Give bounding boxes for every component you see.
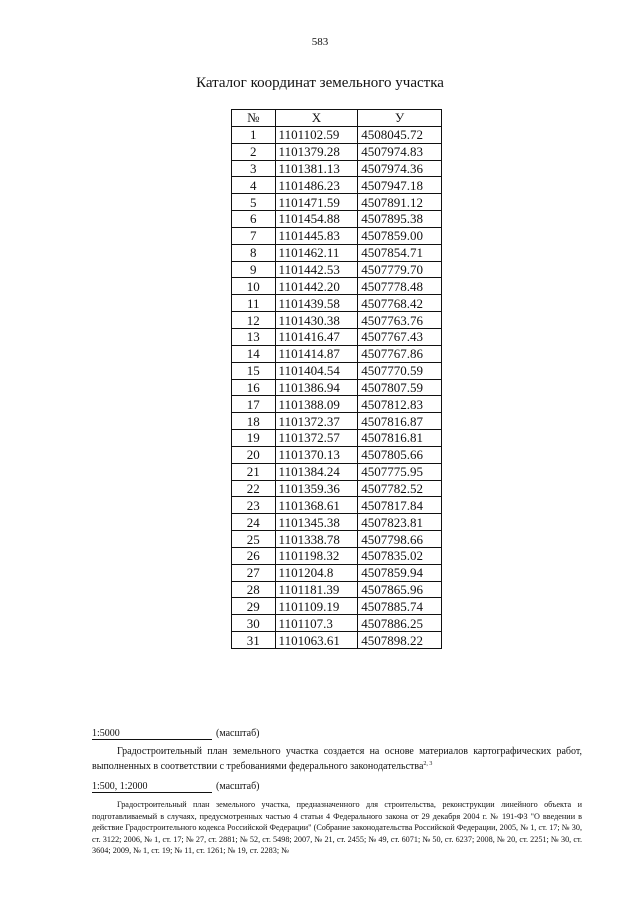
coord-y: 4507817.84 bbox=[358, 497, 442, 514]
coord-y: 4507886.25 bbox=[358, 615, 442, 632]
coord-x: 1101471.59 bbox=[275, 194, 358, 211]
coord-y: 4507767.86 bbox=[358, 345, 442, 362]
footnote-scale-500-2000 bbox=[92, 781, 582, 857]
coord-y: 4507778.48 bbox=[358, 278, 442, 295]
table-row bbox=[232, 497, 442, 514]
footnote-ref: 2, 3 bbox=[423, 761, 433, 767]
coord-x: 1101204.8 bbox=[275, 564, 358, 581]
footnote-body: Градостроительный план земельного участка создается на основе материалов картографических работ, выполненных в соответствии с требованиями федерального законодательства bbox=[92, 746, 582, 772]
table-row bbox=[232, 598, 442, 615]
coord-x: 1101454.88 bbox=[275, 211, 358, 228]
table-row bbox=[232, 194, 442, 211]
point-number: 9 bbox=[232, 261, 276, 278]
point-number: 22 bbox=[232, 480, 276, 497]
header-number: № bbox=[232, 110, 276, 127]
coord-x: 1101338.78 bbox=[275, 531, 358, 548]
coord-y: 4507859.94 bbox=[358, 564, 442, 581]
coord-x: 1101345.38 bbox=[275, 514, 358, 531]
coord-y: 4507816.87 bbox=[358, 413, 442, 430]
point-number: 14 bbox=[232, 345, 276, 362]
coord-y: 4507823.81 bbox=[358, 514, 442, 531]
table-row bbox=[232, 143, 442, 160]
table-row bbox=[232, 547, 442, 564]
coord-x: 1101439.58 bbox=[275, 295, 358, 312]
scale-label: (масштаб) bbox=[216, 781, 260, 792]
page-title: Каталог координат земельного участка bbox=[196, 75, 444, 91]
coord-x: 1101384.24 bbox=[275, 463, 358, 480]
scale-value: 1:500, 1:2000 bbox=[92, 781, 212, 793]
coordinates-table bbox=[231, 109, 442, 649]
coord-y: 4507805.66 bbox=[358, 446, 442, 463]
point-number: 28 bbox=[232, 581, 276, 598]
table-row bbox=[232, 312, 442, 329]
table-header-row bbox=[232, 110, 442, 127]
table-row bbox=[232, 531, 442, 548]
table-row bbox=[232, 126, 442, 143]
coord-x: 1101381.13 bbox=[275, 160, 358, 177]
point-number: 16 bbox=[232, 379, 276, 396]
coord-y: 4507885.74 bbox=[358, 598, 442, 615]
table-row bbox=[232, 211, 442, 228]
point-number: 30 bbox=[232, 615, 276, 632]
table-row bbox=[232, 244, 442, 261]
coord-y: 4507891.12 bbox=[358, 194, 442, 211]
table-row bbox=[232, 177, 442, 194]
coord-x: 1101198.32 bbox=[275, 547, 358, 564]
table-row bbox=[232, 278, 442, 295]
point-number: 4 bbox=[232, 177, 276, 194]
coord-y: 4507782.52 bbox=[358, 480, 442, 497]
footnote-text: Градостроительный план земельного участка, предназначенного для строительства, реконструкции линейного объекта и подготавливаемый в случаях, предусмотренных частью 4 статьи 4 Федерального закона от 29 декабря 2004 г. № 191-ФЗ "О введении в действие Градостроительного кодекса Российской Федерации" (Собрание законодательства Российской Федерации, 2005, № 1, ст. 17; № 30, ст. 3122; 2006, № 1, ст. 17; № 27, ст. 2881; № 52, ст. 5498; 2007, № 21, ст. 2455; № 49, ст. 6071; № 50, ст. 6237; 2008, № 20, ст. 2251; № 30, ст. 3604; 2009, № 1, ст. 19; № 11, ст. 1261; № 19, ст. 2283; № bbox=[92, 800, 582, 856]
point-number: 26 bbox=[232, 547, 276, 564]
coord-x: 1101486.23 bbox=[275, 177, 358, 194]
coord-x: 1101368.61 bbox=[275, 497, 358, 514]
table-row bbox=[232, 480, 442, 497]
coord-x: 1101445.83 bbox=[275, 227, 358, 244]
coord-x: 1101386.94 bbox=[275, 379, 358, 396]
coord-y: 4507763.76 bbox=[358, 312, 442, 329]
coord-y: 4507859.00 bbox=[358, 227, 442, 244]
coord-y: 4507807.59 bbox=[358, 379, 442, 396]
point-number: 24 bbox=[232, 514, 276, 531]
coord-y: 4507865.96 bbox=[358, 581, 442, 598]
page-number: 583 bbox=[311, 36, 329, 48]
coord-y: 4507947.18 bbox=[358, 177, 442, 194]
table-row bbox=[232, 430, 442, 447]
coord-x: 1101404.54 bbox=[275, 362, 358, 379]
coord-x: 1101063.61 bbox=[275, 632, 358, 649]
coord-x: 1101370.13 bbox=[275, 446, 358, 463]
table-row bbox=[232, 345, 442, 362]
point-number: 25 bbox=[232, 531, 276, 548]
coord-x: 1101372.57 bbox=[275, 430, 358, 447]
point-number: 23 bbox=[232, 497, 276, 514]
point-number: 2 bbox=[232, 143, 276, 160]
scale-label: (масштаб) bbox=[216, 728, 260, 739]
coord-y: 4507816.81 bbox=[358, 430, 442, 447]
header-y: У bbox=[358, 110, 442, 127]
coord-y: 4508045.72 bbox=[358, 126, 442, 143]
point-number: 10 bbox=[232, 278, 276, 295]
coord-y: 4507974.83 bbox=[358, 143, 442, 160]
point-number: 27 bbox=[232, 564, 276, 581]
coord-x: 1101414.87 bbox=[275, 345, 358, 362]
table-row bbox=[232, 581, 442, 598]
point-number: 8 bbox=[232, 244, 276, 261]
point-number: 31 bbox=[232, 632, 276, 649]
coord-x: 1101107.3 bbox=[275, 615, 358, 632]
header-x: X bbox=[275, 110, 358, 127]
coord-x: 1101372.37 bbox=[275, 413, 358, 430]
point-number: 6 bbox=[232, 211, 276, 228]
coord-y: 4507895.38 bbox=[358, 211, 442, 228]
point-number: 7 bbox=[232, 227, 276, 244]
table-row bbox=[232, 463, 442, 480]
table-row bbox=[232, 261, 442, 278]
coord-y: 4507779.70 bbox=[358, 261, 442, 278]
coord-x: 1101442.20 bbox=[275, 278, 358, 295]
coord-x: 1101388.09 bbox=[275, 396, 358, 413]
scale-value: 1:5000 bbox=[92, 728, 212, 740]
coord-y: 4507898.22 bbox=[358, 632, 442, 649]
table-row bbox=[232, 413, 442, 430]
coord-x: 1101416.47 bbox=[275, 328, 358, 345]
coord-y: 4507835.02 bbox=[358, 547, 442, 564]
coord-y: 4507854.71 bbox=[358, 244, 442, 261]
coord-x: 1101359.36 bbox=[275, 480, 358, 497]
coord-x: 1101379.28 bbox=[275, 143, 358, 160]
coord-x: 1101442.53 bbox=[275, 261, 358, 278]
coord-x: 1101109.19 bbox=[275, 598, 358, 615]
table-row bbox=[232, 396, 442, 413]
table-row bbox=[232, 446, 442, 463]
footnote-scale-5000 bbox=[92, 728, 582, 773]
point-number: 21 bbox=[232, 463, 276, 480]
point-number: 29 bbox=[232, 598, 276, 615]
coord-x: 1101181.39 bbox=[275, 581, 358, 598]
point-number: 20 bbox=[232, 446, 276, 463]
table-row bbox=[232, 514, 442, 531]
coord-y: 4507812.83 bbox=[358, 396, 442, 413]
table-row bbox=[232, 615, 442, 632]
table-row bbox=[232, 295, 442, 312]
point-number: 1 bbox=[232, 126, 276, 143]
point-number: 12 bbox=[232, 312, 276, 329]
coord-y: 4507770.59 bbox=[358, 362, 442, 379]
coord-y: 4507775.95 bbox=[358, 463, 442, 480]
coord-y: 4507798.66 bbox=[358, 531, 442, 548]
point-number: 18 bbox=[232, 413, 276, 430]
table-row bbox=[232, 564, 442, 581]
table-row bbox=[232, 632, 442, 649]
point-number: 13 bbox=[232, 328, 276, 345]
coord-y: 4507974.36 bbox=[358, 160, 442, 177]
point-number: 11 bbox=[232, 295, 276, 312]
coord-x: 1101102.59 bbox=[275, 126, 358, 143]
point-number: 5 bbox=[232, 194, 276, 211]
table-row bbox=[232, 160, 442, 177]
point-number: 17 bbox=[232, 396, 276, 413]
table-row bbox=[232, 227, 442, 244]
coord-y: 4507767.43 bbox=[358, 328, 442, 345]
table-row bbox=[232, 328, 442, 345]
coord-x: 1101462.11 bbox=[275, 244, 358, 261]
point-number: 19 bbox=[232, 430, 276, 447]
table-row bbox=[232, 362, 442, 379]
footnote-text bbox=[92, 746, 582, 773]
coord-y: 4507768.42 bbox=[358, 295, 442, 312]
point-number: 3 bbox=[232, 160, 276, 177]
table-row bbox=[232, 379, 442, 396]
coord-x: 1101430.38 bbox=[275, 312, 358, 329]
point-number: 15 bbox=[232, 362, 276, 379]
